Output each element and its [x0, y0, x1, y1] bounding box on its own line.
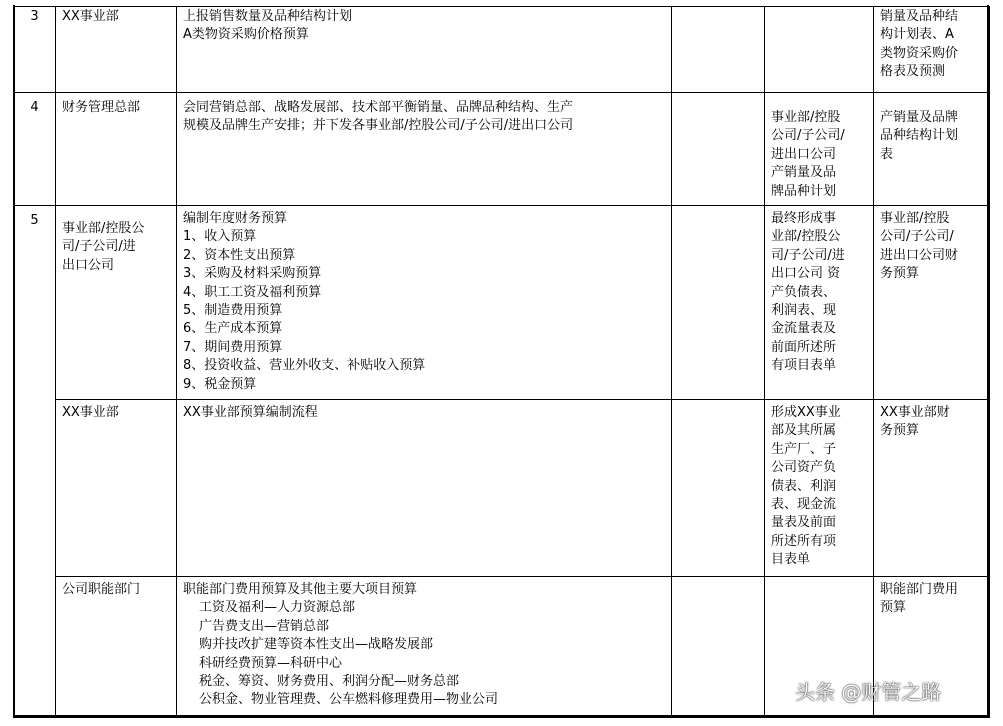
budget-process-table: [13, 6, 990, 718]
output-cell: 最终形成事 业部/控股公 司/子公司/进 出口公司 资 产负债表、 利润表、现 金流量表及 前面所述所 有项目表单: [765, 206, 874, 400]
content-cell: 职能部门费用预算及其他主要大项目预算 工资及福利—人力资源总部 广告费支出—营销总部 购并技改扩建等资本性支出—战略发展部 科研经费预算—科研中心 税金、筹资、财务费用、利润分配—财务总部 公积金、物业管理费、公车燃料修理费用—物业公司: [177, 577, 672, 718]
report-cell: 销量及品种结 构计划表、A 类物资采购价 格表及预测: [874, 7, 990, 93]
watermark: 头条 @财管之路: [795, 680, 942, 704]
report-cell: 产销量及品牌 品种结构计划 表: [874, 93, 990, 206]
department-cell: 财务管理总部: [56, 93, 177, 206]
content-cell: XX事业部预算编制流程: [177, 400, 672, 577]
department-cell: XX事业部: [56, 7, 177, 93]
row-number: 3: [14, 7, 56, 93]
row-number: 5: [14, 206, 56, 718]
content-cell: 上报销售数量及品种结构计划 A类物资采购价格预算: [177, 7, 672, 93]
blank-cell: [672, 7, 765, 93]
department-cell: 公司职能部门: [56, 577, 177, 718]
table-bottom-border: [13, 715, 989, 717]
department-cell: 事业部/控股公 司/子公司/进 出口公司: [56, 206, 177, 400]
blank-cell: [672, 400, 765, 577]
report-cell: 事业部/控股 公司/子公司/ 进出口公司财 务预算: [874, 206, 990, 400]
output-cell: 形成XX事业 部及其所属 生产厂、子 公司资产负 债表、利润 表、现金流 量表及前面 所述所有项 目表单: [765, 400, 874, 577]
table-row: [14, 400, 990, 577]
row-number: 4: [14, 93, 56, 206]
output-cell: 事业部/控股 公司/子公司/ 进出口公司 产销量及品 牌品种计划: [765, 93, 874, 206]
table-right-border: [987, 5, 989, 717]
table-left-border: [13, 5, 15, 717]
content-cell: 编制年度财务预算 1、收入预算 2、资本性支出预算 3、采购及材料采购预算 4、职工工资及福利预算 5、制造费用预算 6、生产成本预算 7、期间费用预算 8、投资收益、营业外收支、补贴收入预算 9、税金预算: [177, 206, 672, 400]
blank-cell: [672, 206, 765, 400]
table-row: [14, 93, 990, 206]
blank-cell: [672, 577, 765, 718]
content-cell: 会同营销总部、战略发展部、技术部平衡销量、品牌品种结构、生产 规模及品牌生产安排；并下发各事业部/控股公司/子公司/进出口公司: [177, 93, 672, 206]
blank-cell: [672, 93, 765, 206]
department-cell: XX事业部: [56, 400, 177, 577]
report-cell: 职能部门费用 预算: [874, 577, 990, 718]
table-row: [14, 206, 990, 400]
report-cell: XX事业部财 务预算: [874, 400, 990, 577]
output-cell: [765, 7, 874, 93]
table-row: [14, 7, 990, 93]
